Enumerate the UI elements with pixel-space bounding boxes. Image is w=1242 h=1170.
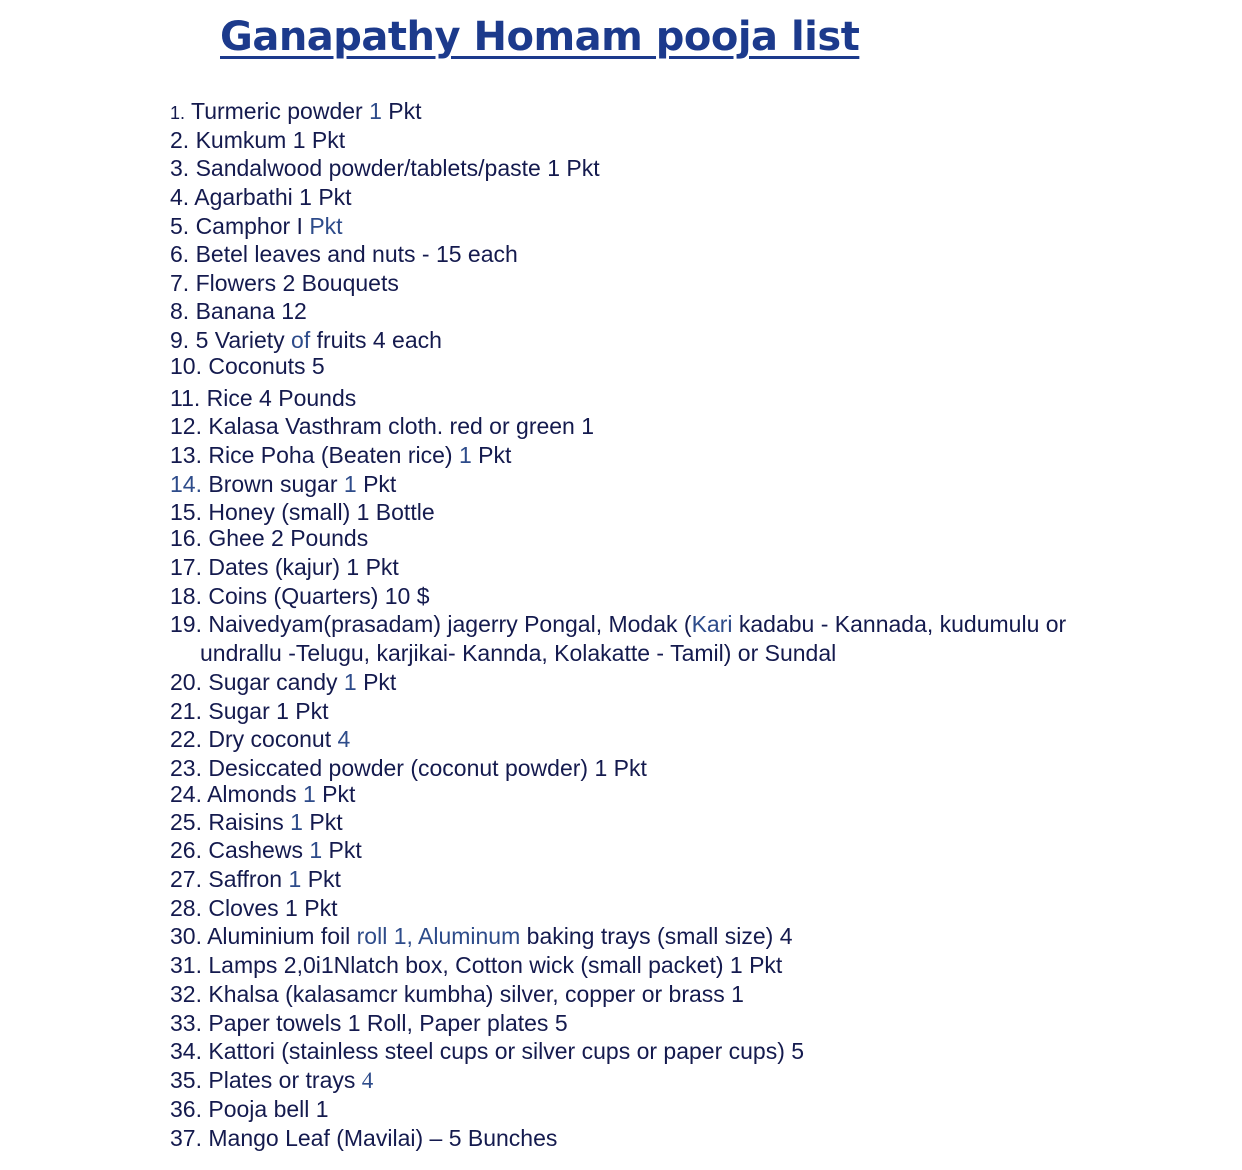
list-item: 32. Khalsa (kalasamcr kumbha) silver, copper or brass 1	[170, 981, 744, 1007]
list-item: 16. Ghee 2 Pounds	[170, 525, 369, 551]
list-item: 31. Lamps 2,0i1Nlatch box, Cotton wick (small packet) 1 Pkt	[170, 952, 783, 978]
list-item: 10. Coconuts 5	[170, 353, 325, 379]
list-item: 27. Saffron 1 Pkt	[170, 866, 341, 892]
list-item: 17. Dates (kajur) 1 Pkt	[170, 554, 399, 580]
page-title: Ganapathy Homam pooja list	[220, 14, 860, 60]
list-item: 8. Banana 12	[170, 298, 307, 324]
list-item: 7. Flowers 2 Bouquets	[170, 270, 399, 296]
list-item: 36. Pooja bell 1	[170, 1096, 329, 1122]
list-item: 28. Cloves 1 Pkt	[170, 895, 338, 921]
list-item: 15. Honey (small) 1 Bottle	[170, 499, 435, 525]
list-item: 12. Kalasa Vasthram cloth. red or green 1	[170, 413, 595, 439]
list-item: 11. Rice 4 Pounds	[170, 385, 357, 411]
list-item: 1. Turmeric powder 1 Pkt	[170, 98, 422, 124]
list-item: 30. Aluminium foil roll 1, Aluminum baking trays (small size) 4	[170, 923, 793, 949]
list-item: 6. Betel leaves and nuts - 15 each	[170, 241, 518, 267]
list-item: 26. Cashews 1 Pkt	[170, 837, 362, 863]
list-item: 4. Agarbathi 1 Pkt	[170, 184, 352, 210]
list-item: 21. Sugar 1 Pkt	[170, 698, 329, 724]
list-item: 37. Mango Leaf (Mavilai) – 5 Bunches	[170, 1125, 558, 1151]
list-item: 19. Naivedyam(prasadam) jagerry Pongal, Modak (Kari kadabu - Kannada, kudumulu or undrallu -Telugu, karjikai- Kannda, Kolakatte - Tamil) or Sundal	[170, 611, 1067, 666]
list-item: 5. Camphor I Pkt	[170, 213, 343, 239]
list-item: 34. Kattori (stainless steel cups or silver cups or paper cups) 5	[170, 1038, 805, 1064]
list-item: 9. 5 Variety of fruits 4 each	[170, 327, 442, 353]
list-item: 14. Brown sugar 1 Pkt	[170, 471, 397, 497]
list-item: 33. Paper towels 1 Roll, Paper plates 5	[170, 1010, 568, 1036]
list-item: 22. Dry coconut 4	[170, 726, 351, 752]
list-item: 3. Sandalwood powder/tablets/paste 1 Pkt	[170, 155, 600, 181]
list-item: 2. Kumkum 1 Pkt	[170, 127, 346, 153]
list-item: 24. Almonds 1 Pkt	[170, 781, 356, 807]
list-item: 13. Rice Poha (Beaten rice) 1 Pkt	[170, 442, 512, 468]
list-item: 25. Raisins 1 Pkt	[170, 809, 343, 835]
list-item: 20. Sugar candy 1 Pkt	[170, 669, 397, 695]
list-item: 23. Desiccated powder (coconut powder) 1 Pkt	[170, 755, 647, 781]
list-item: 18. Coins (Quarters) 10 $	[170, 583, 430, 609]
list-item: 35. Plates or trays 4	[170, 1067, 374, 1093]
